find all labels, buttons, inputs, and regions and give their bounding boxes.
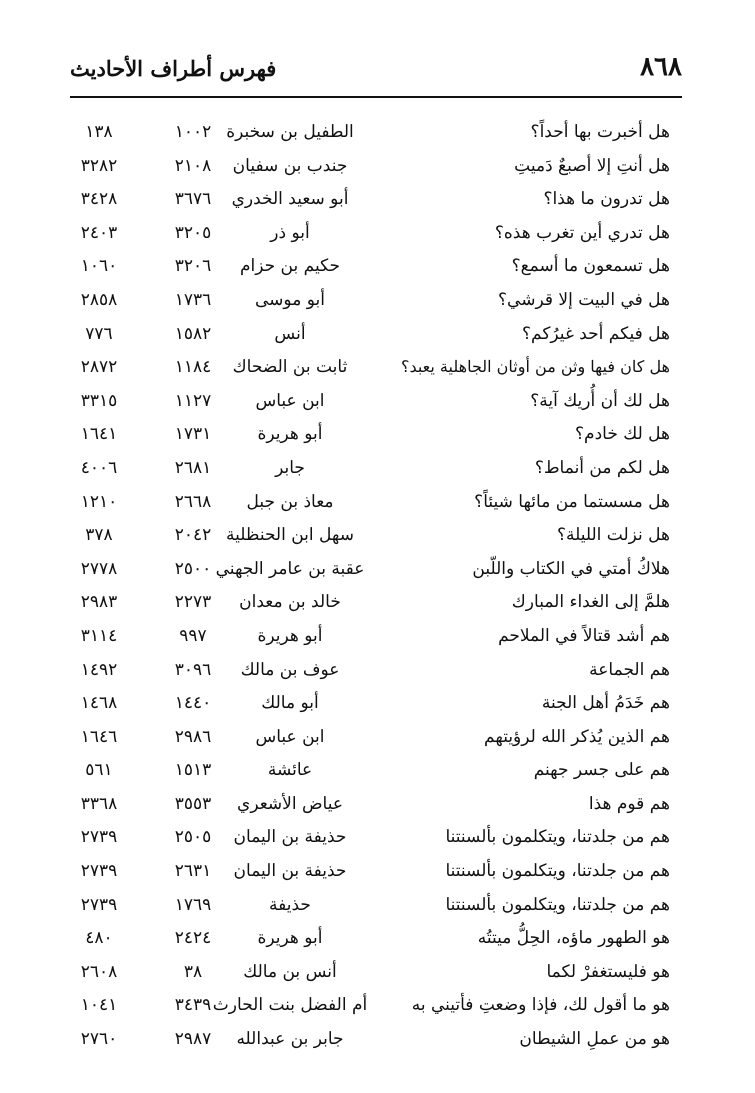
hadith-text: هل مسستما من مائها شيئاً؟ (474, 491, 670, 512)
list-item (0, 217, 755, 251)
page-reference: ١٦٤١ (80, 424, 118, 445)
page-reference: ٣٣١٥ (80, 390, 118, 411)
list-item (0, 1023, 755, 1057)
hadith-text: هم على جسر جهنم (533, 760, 670, 781)
page-reference: ٣٤٢٨ (80, 189, 118, 210)
hadith-text: هو من عملِ الشيطان (519, 1029, 670, 1050)
narrator-name: الطفيل بن سخبرة (226, 122, 354, 142)
hadith-number: ٣٠٩٦ (174, 659, 212, 680)
narrator-name: حذيفة بن اليمان (233, 861, 347, 882)
page-reference: ١٤٩٢ (80, 659, 118, 680)
page-reference: ٢٧٣٩ (80, 861, 118, 882)
narrator-name: أم الفضل بنت الحارث (212, 995, 368, 1016)
page-reference: ١٠٦٠ (80, 256, 118, 277)
hadith-text: هم من جلدتنا، ويتكلمون بألسنتنا (445, 894, 670, 915)
hadith-text: هل أنتِ إلا أصبعٌ دَميتِ (514, 155, 670, 176)
narrator-name: أبو هريرة (257, 625, 323, 646)
hadith-number: ٣٢٠٥ (174, 222, 212, 243)
page-reference: ٢٧٦٠ (80, 1029, 118, 1050)
list-item (0, 385, 755, 419)
page-reference: ١٦٤٦ (80, 726, 118, 747)
header-rule (70, 96, 682, 98)
hadith-number: ١١٢٧ (174, 390, 212, 411)
page-reference: ٢٧٣٩ (80, 894, 118, 915)
narrator-name: سهل ابن الحنظلية (226, 525, 354, 546)
page-reference: ١٠٤١ (80, 995, 118, 1016)
hadith-text: هلمَّ إلى الغداء المبارك (511, 592, 670, 613)
hadith-number: ٩٩٧ (179, 625, 207, 646)
narrator-name: جندب بن سفيان (232, 155, 348, 176)
page-reference: ٣٧٨ (85, 525, 113, 546)
hadith-text: هل أخبرت بها أحداً؟ (530, 122, 670, 142)
hadith-number: ٢٦٦٨ (174, 491, 212, 512)
hadith-number: ٢٤٢٤ (174, 928, 212, 949)
hadith-number: ١٧٣١ (174, 424, 212, 445)
list-item (0, 351, 755, 385)
narrator-name: أبو مالك (261, 693, 319, 714)
hadith-number: ٢٦٨١ (174, 457, 212, 478)
list-item (0, 284, 755, 318)
page-header (70, 50, 682, 92)
narrator-name: أبو هريرة (257, 928, 323, 949)
hadith-text: هل لكم من أنماط؟ (534, 457, 670, 478)
list-item (0, 654, 755, 688)
hadith-text: هلاكُ أمتي في الكتاب واللّبن (472, 558, 670, 579)
narrator-name: معاذ بن جبل (246, 491, 334, 512)
list-item (0, 788, 755, 822)
page-reference: ٧٧٦ (85, 323, 113, 344)
hadith-text: هم قوم هذا (588, 793, 670, 814)
hadith-number: ١٥١٣ (174, 760, 212, 781)
hadith-text: هل تدرون ما هذا؟ (543, 189, 670, 210)
hadith-number: ١٥٨٢ (174, 323, 212, 344)
narrator-name: عقبة بن عامر الجهني (215, 558, 365, 579)
list-item (0, 486, 755, 520)
page-reference: ٣٣٦٨ (80, 793, 118, 814)
hadith-text: هم من جلدتنا، ويتكلمون بألسنتنا (445, 861, 670, 882)
hadith-number: ٣٢٠٦ (174, 256, 212, 277)
hadith-number: ٣٥٥٣ (174, 793, 212, 814)
list-item (0, 452, 755, 486)
hadith-number: ١١٨٤ (174, 357, 212, 378)
list-item (0, 922, 755, 956)
narrator-name: حذيفة (269, 894, 311, 915)
page-reference: ١٢١٠ (80, 491, 118, 512)
running-title: فهرس أطراف الأحاديث (70, 56, 277, 81)
hadith-number: ٢٩٨٧ (174, 1029, 212, 1050)
list-item (0, 821, 755, 855)
narrator-name: خالد بن معدان (239, 592, 341, 613)
hadith-text: هل تدري أين تغرب هذه؟ (494, 222, 670, 243)
narrator-name: جابر (275, 457, 305, 478)
hadith-text: هو ما أقول لك، فإذا وضعتِ فأتيني به (411, 995, 670, 1016)
list-item (0, 889, 755, 923)
hadith-number: ١٠٠٢ (174, 122, 212, 142)
hadith-text: هم الذين يُذكر الله لرؤيتهم (484, 726, 670, 747)
page-reference: ٤٠٠٦ (80, 457, 118, 478)
list-item (0, 150, 755, 184)
hadith-text: هل فيكم أحد غيرُكم؟ (522, 323, 670, 344)
list-item (0, 687, 755, 721)
narrator-name: عياض الأشعري (237, 793, 343, 814)
page-number: ٨٦٨ (640, 52, 682, 82)
hadith-number: ٣٨ (183, 961, 203, 982)
hadith-number: ٣٦٧٦ (174, 189, 212, 210)
hadith-number: ١٤٤٠ (174, 693, 212, 714)
page-reference: ٢٨٥٨ (80, 289, 118, 310)
page-reference: ٣٢٨٢ (80, 155, 118, 176)
narrator-name: ثابت بن الضحاك (232, 357, 348, 378)
hadith-index-list (0, 116, 755, 1057)
list-item (0, 418, 755, 452)
page-reference: ٥٦١ (85, 760, 113, 781)
hadith-text: هل تسمعون ما أسمع؟ (511, 256, 670, 277)
list-item (0, 183, 755, 217)
hadith-number: ٢٦٣١ (174, 861, 212, 882)
hadith-number: ١٧٣٦ (174, 289, 212, 310)
list-item (0, 754, 755, 788)
hadith-number: ٢١٠٨ (174, 155, 212, 176)
list-item (0, 721, 755, 755)
page-reference: ٢٤٠٣ (80, 222, 118, 243)
list-item (0, 855, 755, 889)
hadith-text: هم من جلدتنا، ويتكلمون بألسنتنا (445, 827, 670, 848)
narrator-name: جابر بن عبدالله (236, 1029, 344, 1050)
page-reference: ١٤٦٨ (80, 693, 118, 714)
page-reference: ٢٧٣٩ (80, 827, 118, 848)
list-item (0, 250, 755, 284)
narrator-name: أنس بن مالك (243, 961, 337, 982)
narrator-name: أبو ذر (270, 222, 310, 243)
narrator-name: عائشة (267, 760, 313, 781)
hadith-text: هو الطهور ماؤه، الحِلُّ ميتتُه (477, 928, 670, 949)
list-item (0, 553, 755, 587)
list-item (0, 989, 755, 1023)
hadith-number: ٢٠٤٢ (174, 525, 212, 546)
narrator-name: ابن عباس (255, 390, 325, 411)
page-reference: ٢٩٨٣ (80, 592, 118, 613)
hadith-text: هل نزلت الليلة؟ (556, 525, 670, 546)
page-reference: ٤٨٠ (85, 928, 113, 949)
narrator-name: حذيفة بن اليمان (233, 827, 347, 848)
hadith-text: هل لك خادم؟ (575, 424, 670, 445)
hadith-number: ٢٢٧٣ (174, 592, 212, 613)
hadith-text: هل لك أن أُريك آية؟ (530, 390, 670, 411)
hadith-number: ١٧٦٩ (174, 894, 212, 915)
narrator-name: أبو هريرة (257, 424, 323, 445)
list-item (0, 620, 755, 654)
narrator-name: أبو موسى (255, 289, 325, 310)
page-reference: ١٣٨ (85, 122, 113, 142)
hadith-number: ٢٩٨٦ (174, 726, 212, 747)
list-item (0, 956, 755, 990)
page-reference: ٢٨٧٢ (80, 357, 118, 378)
narrator-name: أبو سعيد الخدري (231, 189, 349, 210)
hadith-text: هل في البيت إلا قرشي؟ (498, 289, 670, 310)
hadith-number: ٢٥٠٠ (174, 558, 212, 579)
hadith-number: ٢٥٠٥ (174, 827, 212, 848)
page-reference: ٢٧٧٨ (80, 558, 118, 579)
hadith-text: هم أشد قتالاً في الملاحم (498, 625, 670, 646)
hadith-text: هو فليستغفرْ لكما (546, 961, 670, 982)
list-item (0, 519, 755, 553)
page-reference: ٣١١٤ (80, 625, 118, 646)
list-item (0, 586, 755, 620)
narrator-name: عوف بن مالك (240, 659, 340, 680)
narrator-name: أنس (274, 323, 306, 344)
hadith-number: ٣٤٣٩ (174, 995, 212, 1016)
hadith-text: هم الجماعة (589, 659, 670, 680)
narrator-name: ابن عباس (255, 726, 325, 747)
list-item (0, 116, 755, 150)
list-item (0, 318, 755, 352)
hadith-text: هل كان فيها وثن من أوثان الجاهلية يعبد؟ (400, 357, 670, 377)
narrator-name: حكيم بن حزام (240, 256, 340, 277)
page-reference: ٢٦٠٨ (80, 961, 118, 982)
hadith-text: هم خَدَمُ أهل الجنة (541, 693, 670, 714)
